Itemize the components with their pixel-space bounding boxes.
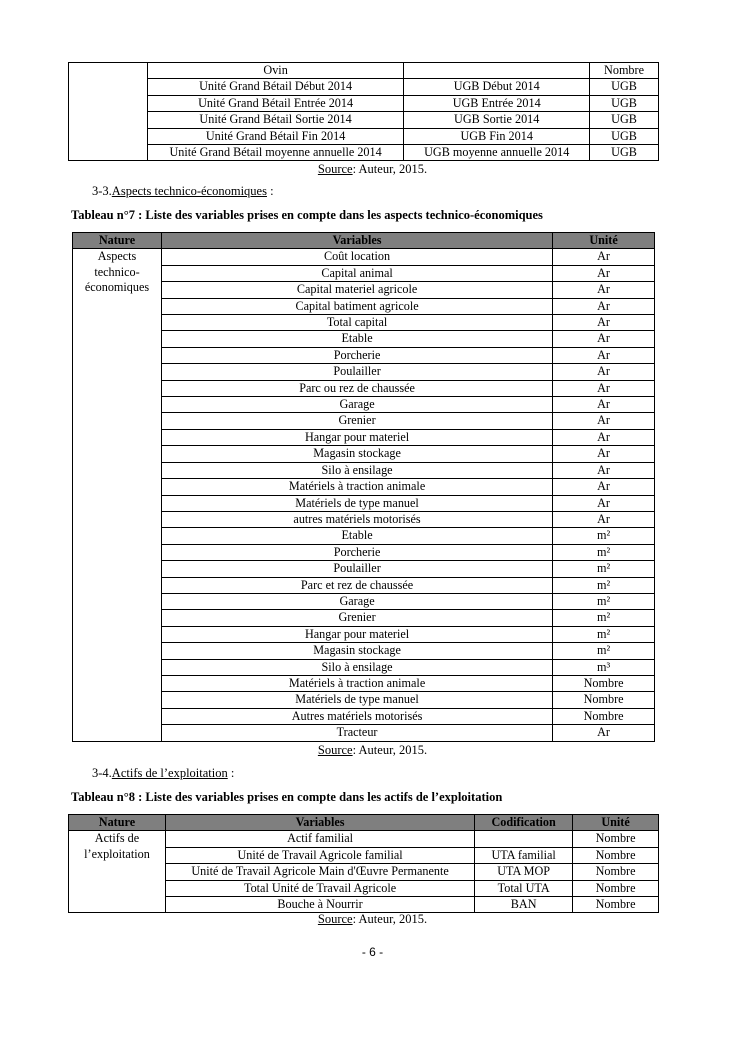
variable-cell: Grenier [161,413,552,429]
unit-cell: m² [553,577,655,593]
variable-cell: Unité Grand Bétail Fin 2014 [147,128,404,144]
table-row [69,63,659,79]
variable-cell: Parc et rez de chaussée [161,577,552,593]
variable-cell: Garage [161,397,552,413]
unit-cell: m² [553,544,655,560]
variable-cell: Total capital [161,315,552,331]
unit-cell: Nombre [573,831,659,847]
variable-cell: Capital animal [161,265,552,281]
unit-cell: Ar [553,397,655,413]
unit-cell: Nombre [590,63,659,79]
actifs-table [68,814,659,913]
variable-cell: Unité de Travail Agricole familial [165,847,474,863]
nature-cell: Actifs de l’exploitation [69,831,166,913]
table-row [69,128,659,144]
unit-cell: m² [553,626,655,642]
unit-cell: Ar [553,282,655,298]
variable-cell: Matériels de type manuel [161,495,552,511]
unit-cell: Ar [553,298,655,314]
table7-caption: Tableau n°7 : Liste des variables prises en compte dans les aspects technico-économiques [71,208,543,222]
unit-cell: Ar [553,446,655,462]
table-row [69,145,659,161]
unit-cell: Ar [553,479,655,495]
table-row [69,95,659,111]
code-cell: UGB moyenne annuelle 2014 [404,145,590,161]
unit-cell: Ar [553,331,655,347]
code-cell: UGB Fin 2014 [404,128,590,144]
variable-cell: Capital batiment agricole [161,298,552,314]
variable-cell: Grenier [161,610,552,626]
unit-cell: m² [553,528,655,544]
code-cell [404,63,590,79]
unit-cell: m² [553,610,655,626]
code-cell: Total UTA [475,880,573,896]
header-variables: Variables [161,233,552,249]
variable-cell: Poulailler [161,364,552,380]
code-cell: UGB Début 2014 [404,79,590,95]
variable-cell: Poulailler [161,561,552,577]
header-codification: Codification [475,815,573,831]
variable-cell: Silo à ensilage [161,659,552,675]
header-variables: Variables [165,815,474,831]
variable-cell: Actif familial [165,831,474,847]
code-cell: BAN [475,897,573,913]
variable-cell: Unité Grand Bétail Début 2014 [147,79,404,95]
unit-cell: Nombre [553,708,655,724]
variable-cell: Etable [161,528,552,544]
header-unite: Unité [573,815,659,831]
nature-cell: Aspects technico-économiques [73,249,162,741]
unit-cell: UGB [590,112,659,128]
unit-cell: UGB [590,79,659,95]
variable-cell: Parc ou rez de chaussée [161,380,552,396]
variable-cell: Ovin [147,63,404,79]
variable-cell: Matériels à traction animale [161,675,552,691]
variable-cell: Magasin stockage [161,643,552,659]
code-cell: UTA MOP [475,864,573,880]
header-nature: Nature [73,233,162,249]
unit-cell: Ar [553,364,655,380]
variable-cell: Matériels à traction animale [161,479,552,495]
variable-cell: Unité Grand Bétail Entrée 2014 [147,95,404,111]
variable-cell: autres matériels motorisés [161,511,552,527]
variable-cell: Hangar pour materiel [161,626,552,642]
unit-cell: UGB [590,145,659,161]
section-heading-3-4: 3-4.Actifs de l’exploitation : [92,766,235,780]
source-note: Source: Auteur, 2015. [317,743,428,757]
unit-cell: Ar [553,315,655,331]
variable-cell: Matériels de type manuel [161,692,552,708]
variable-cell: Porcherie [161,544,552,560]
unit-cell: Nombre [573,864,659,880]
unit-cell: Ar [553,725,655,741]
code-cell [475,831,573,847]
table-row [69,112,659,128]
unit-cell: Ar [553,380,655,396]
variable-cell: Tracteur [161,725,552,741]
table-row [73,249,655,265]
unit-cell: m³ [553,659,655,675]
code-cell: UGB Sortie 2014 [404,112,590,128]
unit-cell: Ar [553,265,655,281]
unit-cell: Nombre [553,675,655,691]
variable-cell: Autres matériels motorisés [161,708,552,724]
variable-cell: Capital materiel agricole [161,282,552,298]
variable-cell: Unité Grand Bétail moyenne annuelle 2014 [147,145,404,161]
variable-cell: Hangar pour materiel [161,429,552,445]
unit-cell: Ar [553,495,655,511]
header-unite: Unité [553,233,655,249]
unit-cell: m² [553,643,655,659]
unit-cell: Nombre [573,847,659,863]
variable-cell: Total Unité de Travail Agricole [165,880,474,896]
page-number: - 6 - [361,945,384,959]
table-row [69,831,659,847]
unit-cell: Ar [553,429,655,445]
unit-cell: Nombre [573,880,659,896]
source-note: Source: Auteur, 2015. [317,162,428,176]
source-note: Source: Auteur, 2015. [317,912,428,926]
variable-cell: Coût location [161,249,552,265]
unit-cell: UGB [590,95,659,111]
unit-cell: m² [553,593,655,609]
variable-cell: Bouche à Nourrir [165,897,474,913]
unit-cell: Nombre [573,897,659,913]
variable-cell: Magasin stockage [161,446,552,462]
unit-cell: Ar [553,413,655,429]
section-heading-3-3: 3-3.Aspects technico-économiques : [92,184,274,198]
code-cell: UGB Entrée 2014 [404,95,590,111]
variable-cell: Unité de Travail Agricole Main d'Œuvre Permanente [165,864,474,880]
nature-cell [69,63,148,161]
unit-cell: Ar [553,249,655,265]
variable-cell: Porcherie [161,347,552,363]
livestock-table [68,62,659,161]
variable-cell: Etable [161,331,552,347]
unit-cell: Nombre [553,692,655,708]
table8-caption: Tableau n°8 : Liste des variables prises en compte dans les actifs de l’exploitation [71,790,503,804]
header-nature: Nature [69,815,166,831]
unit-cell: UGB [590,128,659,144]
code-cell: UTA familial [475,847,573,863]
unit-cell: m² [553,561,655,577]
table-row [69,79,659,95]
variable-cell: Silo à ensilage [161,462,552,478]
variable-cell: Garage [161,593,552,609]
unit-cell: Ar [553,511,655,527]
unit-cell: Ar [553,462,655,478]
technico-economic-table [72,232,655,742]
unit-cell: Ar [553,347,655,363]
variable-cell: Unité Grand Bétail Sortie 2014 [147,112,404,128]
